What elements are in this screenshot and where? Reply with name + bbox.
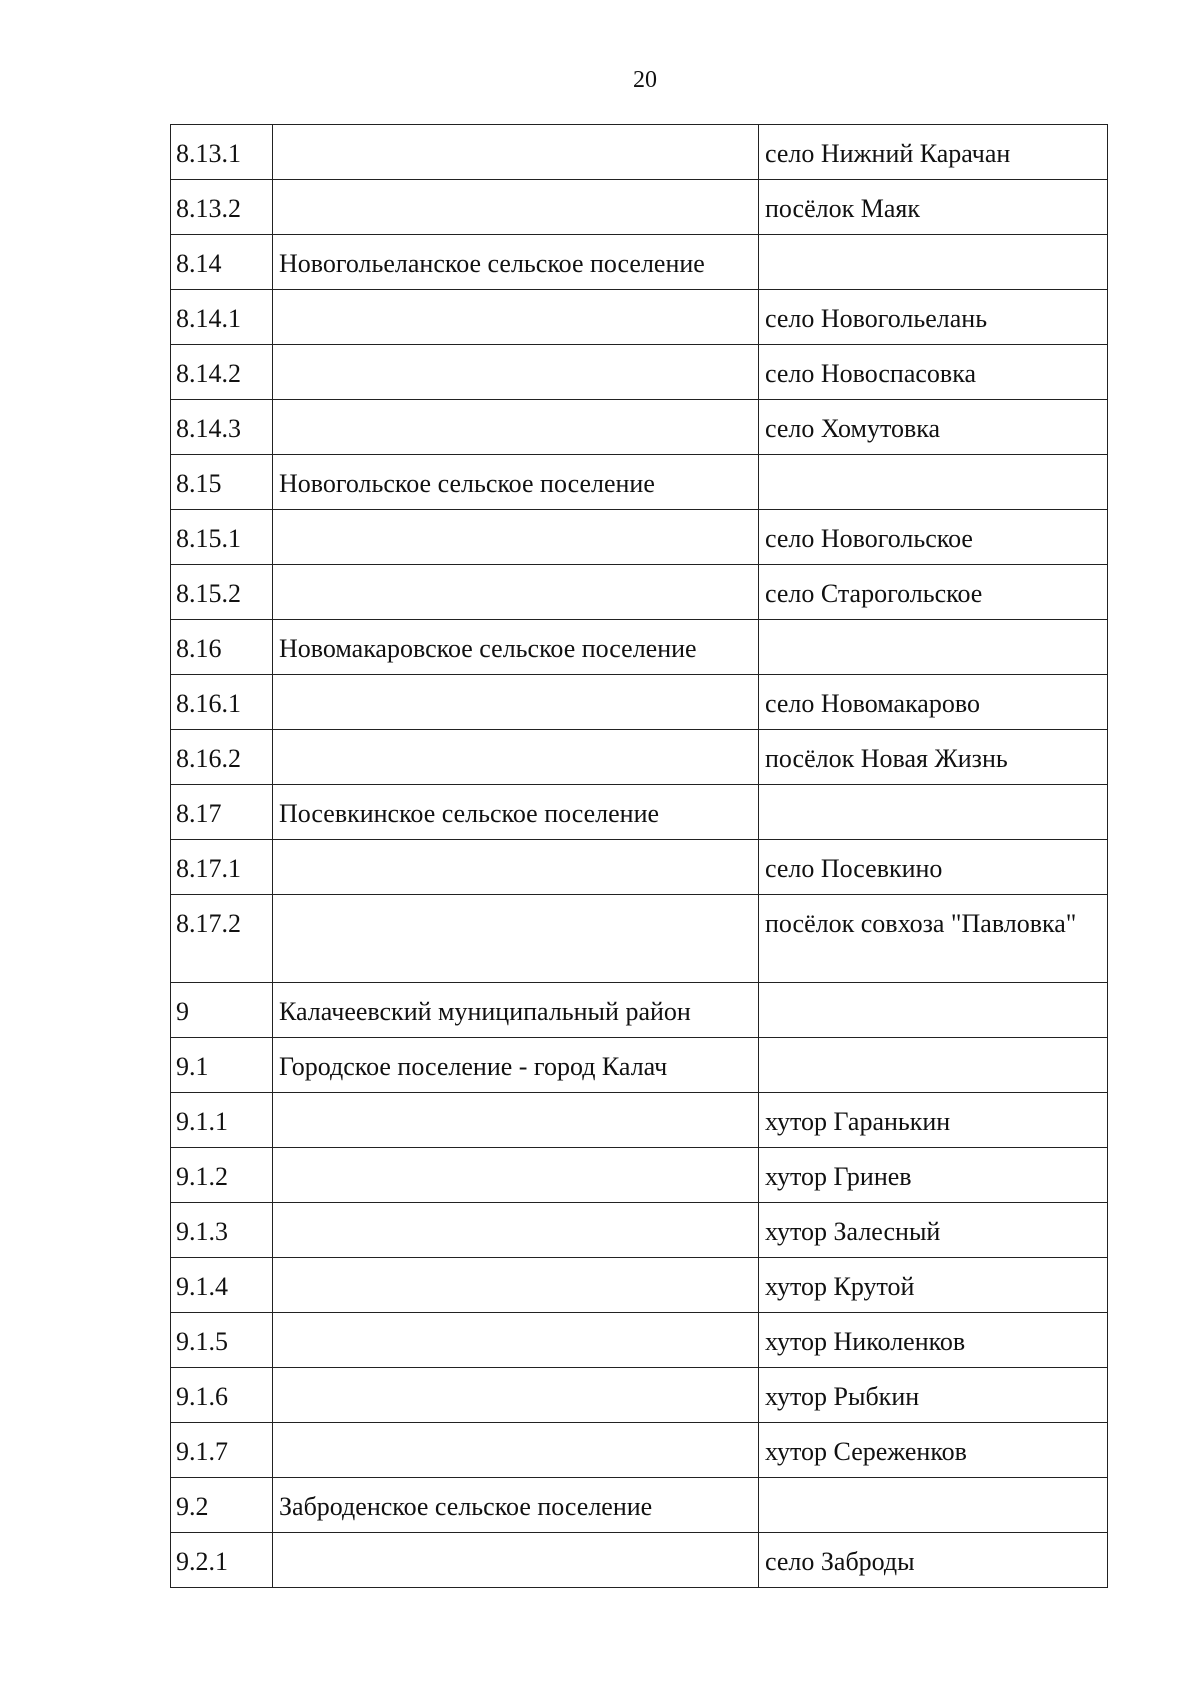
row-number-cell: 8.15.1 xyxy=(171,510,273,565)
settlement-cell: Городское поселение - город Калач xyxy=(273,1038,759,1093)
settlement-cell xyxy=(273,125,759,180)
settlement-cell xyxy=(273,180,759,235)
locality-cell xyxy=(759,1038,1108,1093)
settlement-cell xyxy=(273,565,759,620)
settlement-cell xyxy=(273,1148,759,1203)
settlement-cell xyxy=(273,510,759,565)
page-number: 20 xyxy=(633,67,657,93)
row-number-cell: 8.17.2 xyxy=(171,895,273,983)
settlement-cell xyxy=(273,1313,759,1368)
settlement-cell: Новогольское сельское поселение xyxy=(273,455,759,510)
table-row xyxy=(171,840,1108,895)
table-row xyxy=(171,345,1108,400)
row-number-cell: 8.14 xyxy=(171,235,273,290)
settlement-cell xyxy=(273,1533,759,1588)
row-number-cell: 8.17.1 xyxy=(171,840,273,895)
settlement-cell: Калачеевский муниципальный район xyxy=(273,983,759,1038)
locality-cell: хутор Залесный xyxy=(759,1203,1108,1258)
locality-cell: село Новогольелань xyxy=(759,290,1108,345)
locality-cell: село Новоспасовка xyxy=(759,345,1108,400)
row-number-cell: 8.13.1 xyxy=(171,125,273,180)
locality-cell: село Нижний Карачан xyxy=(759,125,1108,180)
row-number-cell: 8.14.3 xyxy=(171,400,273,455)
table-row xyxy=(171,1368,1108,1423)
row-number-cell: 8.14.2 xyxy=(171,345,273,400)
table-row xyxy=(171,1258,1108,1313)
settlement-cell: Заброденское сельское поселение xyxy=(273,1478,759,1533)
table-row xyxy=(171,1093,1108,1148)
row-number-cell: 8.15 xyxy=(171,455,273,510)
locality-cell: хутор Гринев xyxy=(759,1148,1108,1203)
row-number-cell: 9.1.7 xyxy=(171,1423,273,1478)
table-row xyxy=(171,290,1108,345)
table-row xyxy=(171,675,1108,730)
settlement-cell xyxy=(273,1093,759,1148)
row-number-cell: 9.1.1 xyxy=(171,1093,273,1148)
table-row xyxy=(171,620,1108,675)
settlement-cell xyxy=(273,895,759,983)
row-number-cell: 9.1.5 xyxy=(171,1313,273,1368)
row-number-cell: 8.15.2 xyxy=(171,565,273,620)
row-number-cell: 9.1 xyxy=(171,1038,273,1093)
settlement-cell xyxy=(273,345,759,400)
table-row xyxy=(171,1533,1108,1588)
row-number-cell: 8.16.2 xyxy=(171,730,273,785)
locality-cell xyxy=(759,455,1108,510)
row-number-cell: 8.13.2 xyxy=(171,180,273,235)
table-row xyxy=(171,510,1108,565)
table-row xyxy=(171,180,1108,235)
settlement-cell xyxy=(273,1258,759,1313)
table-row xyxy=(171,1203,1108,1258)
row-number-cell: 9.1.2 xyxy=(171,1148,273,1203)
settlement-cell: Новомакаровское сельское поселение xyxy=(273,620,759,675)
locality-cell: село Новогольское xyxy=(759,510,1108,565)
locality-cell xyxy=(759,785,1108,840)
table-row xyxy=(171,455,1108,510)
locality-cell: посёлок Маяк xyxy=(759,180,1108,235)
table-row xyxy=(171,400,1108,455)
table-row xyxy=(171,730,1108,785)
locality-cell: село Новомакарово xyxy=(759,675,1108,730)
settlement-cell xyxy=(273,1203,759,1258)
locality-cell: село Старогольское xyxy=(759,565,1108,620)
table-row xyxy=(171,785,1108,840)
locality-cell: хутор Николенков xyxy=(759,1313,1108,1368)
settlement-cell xyxy=(273,1423,759,1478)
locality-cell xyxy=(759,1478,1108,1533)
table-row xyxy=(171,235,1108,290)
row-number-cell: 9.1.3 xyxy=(171,1203,273,1258)
locality-cell xyxy=(759,983,1108,1038)
locality-cell: хутор Гаранькин xyxy=(759,1093,1108,1148)
row-number-cell: 9.1.6 xyxy=(171,1368,273,1423)
row-number-cell: 8.17 xyxy=(171,785,273,840)
locality-cell: село Хомутовка xyxy=(759,400,1108,455)
table-row xyxy=(171,1148,1108,1203)
table-row xyxy=(171,895,1108,983)
locality-cell: село Заброды xyxy=(759,1533,1108,1588)
locality-cell xyxy=(759,620,1108,675)
locality-cell: село Посевкино xyxy=(759,840,1108,895)
settlement-cell: Новогольеланское сельское поселение xyxy=(273,235,759,290)
row-number-cell: 9.2.1 xyxy=(171,1533,273,1588)
settlement-cell: Посевкинское сельское поселение xyxy=(273,785,759,840)
locality-cell xyxy=(759,235,1108,290)
locality-cell: хутор Рыбкин xyxy=(759,1368,1108,1423)
row-number-cell: 9.2 xyxy=(171,1478,273,1533)
localities-table xyxy=(170,124,1105,1588)
table-row xyxy=(171,1478,1108,1533)
row-number-cell: 8.16.1 xyxy=(171,675,273,730)
table-row xyxy=(171,1313,1108,1368)
table-row xyxy=(171,1038,1108,1093)
row-number-cell: 9.1.4 xyxy=(171,1258,273,1313)
locality-cell: посёлок совхоза "Павловка" xyxy=(759,895,1108,983)
locality-cell: хутор Крутой xyxy=(759,1258,1108,1313)
row-number-cell: 8.14.1 xyxy=(171,290,273,345)
settlement-cell xyxy=(273,400,759,455)
table-row xyxy=(171,125,1108,180)
settlement-cell xyxy=(273,1368,759,1423)
table-row xyxy=(171,1423,1108,1478)
table-row xyxy=(171,983,1108,1038)
locality-cell: посёлок Новая Жизнь xyxy=(759,730,1108,785)
row-number-cell: 8.16 xyxy=(171,620,273,675)
settlement-cell xyxy=(273,675,759,730)
row-number-cell: 9 xyxy=(171,983,273,1038)
table-body xyxy=(171,125,1108,1588)
settlement-cell xyxy=(273,730,759,785)
table-row xyxy=(171,565,1108,620)
settlement-cell xyxy=(273,840,759,895)
locality-cell: хутор Сереженков xyxy=(759,1423,1108,1478)
settlement-cell xyxy=(273,290,759,345)
